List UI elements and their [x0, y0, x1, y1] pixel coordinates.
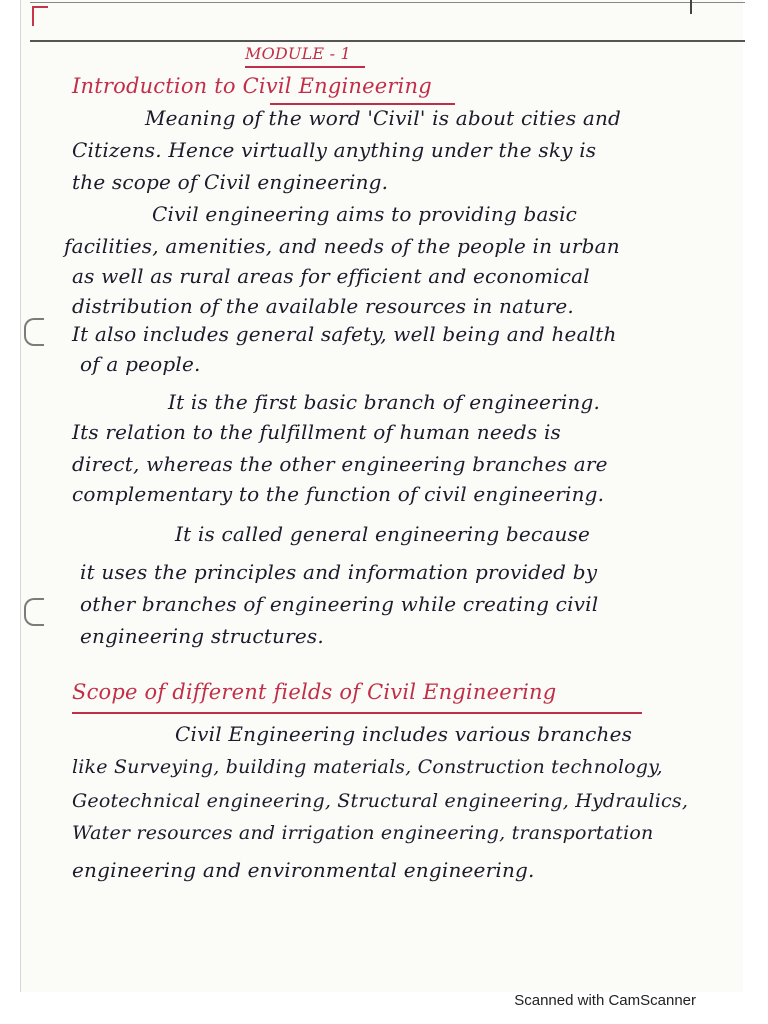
page-top-edge [30, 2, 745, 3]
paragraph-line: Geotechnical engineering, Structural engineering, Hydraulics, [72, 790, 689, 812]
paragraph-line: as well as rural areas for efficient and economical [72, 264, 590, 288]
heading-introduction: Introduction to Civil Engineering [72, 74, 432, 98]
corner-mark [32, 6, 48, 26]
paragraph-line: Civil engineering aims to providing basic [152, 202, 578, 226]
module-title-underline [245, 66, 365, 68]
paragraph-line: like Surveying, building materials, Construction technology, [72, 756, 663, 778]
camscanner-footer: Scanned with CamScanner [514, 992, 696, 1009]
paragraph-line: complementary to the function of civil engineering. [72, 482, 605, 506]
paragraph-line: It is the first basic branch of engineering. [168, 390, 601, 414]
module-title: MODULE - 1 [245, 44, 351, 63]
paragraph-line: other branches of engineering while creating civil [80, 592, 599, 616]
paragraph-line: engineering and environmental engineering. [72, 858, 535, 882]
binder-hole-mark [24, 598, 44, 626]
paragraph-line: Civil Engineering includes various branches [175, 722, 633, 746]
binder-hole-mark [24, 318, 44, 346]
header-rule [30, 40, 745, 42]
paragraph-line: distribution of the available resources in nature. [72, 294, 574, 318]
paragraph-line: Citizens. Hence virtually anything under the sky is [72, 138, 597, 162]
paragraph-line: It also includes general safety, well being and health [72, 322, 617, 346]
paragraph-line: Water resources and irrigation engineering, transportation [72, 822, 654, 844]
heading-scope-underline [72, 712, 642, 714]
edge-tick [690, 0, 692, 14]
heading-scope: Scope of different fields of Civil Engineering [72, 680, 557, 704]
paragraph-line: Its relation to the fulfillment of human needs is [72, 420, 562, 444]
paragraph-line: It is called general engineering because [175, 522, 591, 546]
paragraph-line: it uses the principles and information provided by [80, 560, 598, 584]
paragraph-line: Meaning of the word 'Civil' is about cities and [145, 106, 622, 130]
paragraph-line: the scope of Civil engineering. [72, 170, 389, 194]
paragraph-line: direct, whereas the other engineering branches are [72, 452, 608, 476]
paragraph-line: engineering structures. [80, 624, 324, 648]
paragraph-line: of a people. [80, 352, 201, 376]
heading-introduction-underline [270, 103, 455, 105]
paragraph-line: facilities, amenities, and needs of the people in urban [64, 234, 620, 258]
